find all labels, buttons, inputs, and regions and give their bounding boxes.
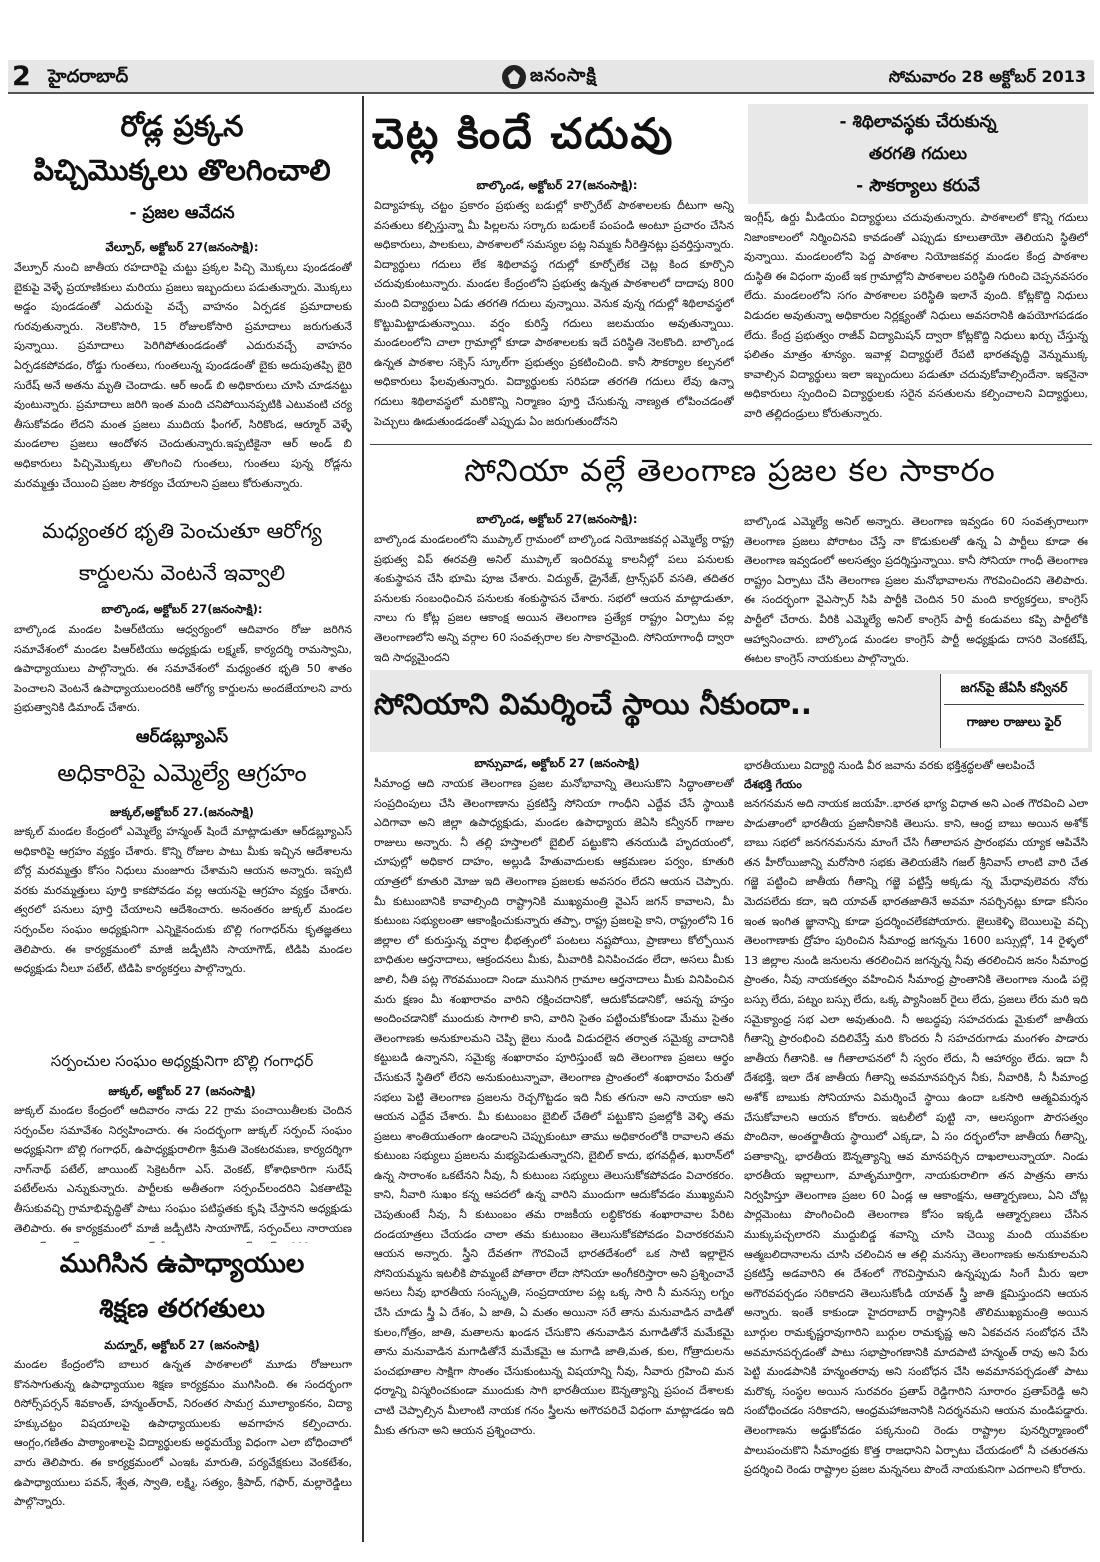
headline: అధికారిపై ఎమ్మెల్యే ఆగ్రహం: [57, 759, 307, 787]
headline: సోనియా వల్లే తెలంగాణ ప్రజల కల సాకారం: [464, 453, 996, 489]
article-body: వేల్పూర్‌ నుంచి జాతీయ రహదారిపై చుట్టు ప్రక్కల పిచ్చి మొక్కలు పుండడంతో బైకుపై వెళ్ళే ప్రయాణికులు మరియు ప్రజలు ఇబ్బందులు పడుతున్నారు. మొక్కలు అడ్డం పుండడంతో ఎదురుపై వచ్చే వాహనం ఏర్పడక ప్రమాదాలకు గురవుతున్నారు. నెలకొసారి, 15 రోజులకోసారి ప్రమాదాలు జరుగుతునే పున్నాయి. ప్రమాదాలు పెరిగిపోతుండడంతో ఎదురువచ్చే వాహనం ఏర్పడకపోవడం, రోడ్డు గుంతలు, గుంతలున్న పుండడంతో బైకు అదుపుతప్పి బైరి సురేష్‌ అనే అతను మృతి చెందాడు. ఆర్‌ అండ్‌ బి అధికారులు చూసి చూడనట్టు వుంటున్నారు. ప్రమాదాలు జరిగి ఇంత మంది చనిపోయినప్పటికి ఎటువంటి చర్య తీసుకోవడం లేదని మంత ప్రజలు ముదియ ఫీంగల్‌, సిరికొండ, ఆర్మూర్‌ వెళ్ళే మండలాల ప్రజలు ఆందోళన చెందుతున్నారు.ఇప్పటికైనా ఆర్‌ అండ్‌ బి అధికారులు పిచ్చిమొక్కలు తొలగించి గుంతలు, గుంతలు పున్న రోడ్లను మరమ్మత్తు చేయించి ప్రజల సౌకర్యం చేయాలని ప్రజలు కోరుతున్నారు.: [14, 261, 352, 490]
headline: సోనియాని విమర్శించే స్థాయి నీకుందా..: [374, 687, 812, 721]
section-divider: [370, 444, 1092, 445]
article-body: జుక్కల్‌ మండల కేంద్రంలో ఎమ్మెల్యే హన్మంత్‌ షిందే మాట్లాడుతూ ఆర్‌డబ్ల్యూఎస్‌ అధికారిపై ఆగ్రహం వ్యక్తం చేశారు. కొన్ని రోజుల పాటు మీకు ఇచ్చిన ఆదేశాలను బోర్ల మరమ్మత్తు కోసం నిధులు మంజూరు చేశామని ఆయన అన్నారు. ఇప్పటి వరకు మరమ్మత్తులు పూర్తి కాకపోవడం వల్ల ఆయనపై ఆగ్రహం వ్యక్తం చేశారు. త్వరలో పనులు పూర్తి చేయాలని ఆదేశించారు. అనంతరం జుక్కల్‌ మండల సర్పంచ్‌ల సంఘం అధ్యక్షునిగా ఎన్నికైనందుకు బొల్లి గంగాధర్‌ను కృతజ్ఞతలు తెలిపారు. ఈ కార్యక్రమంలో మాజీ జడ్పీటిసి సాయాగౌడ్‌, టిడిపి మండల అధ్యక్షుడు నీలూ పటేల్‌, టిడిపి కార్యకర్తలు పాల్గొన్నారు.: [14, 825, 352, 976]
newspaper-logo: [502, 63, 597, 91]
dateline: మద్నూర్‌, అక్టోబర్‌ 27 (జనంసాక్షి): [104, 1338, 260, 1352]
headline-line2: కార్డులను వెంటనే ఇవ్వాలి: [78, 561, 286, 585]
headline: చెట్ల కిందే చదువు: [372, 109, 675, 158]
highlight-line: - సౌకర్యాలు కరువే: [856, 176, 980, 196]
dateline: బాల్కొండ, అక్టోబర్‌ 27(జనంసాక్షి):: [476, 512, 638, 526]
article-body: బాల్కొండ మండల పిఆర్‌టియు ఆధ్వర్యంలో ఆదివారం రోజు జరిగిన సమావేశంలో మండల పిఆర్‌టియు అధ్యక్షుడు లక్ష్మణ్‌, కార్యదర్శి రామస్వామి, ఉపాధ్యాయులు పాల్గొన్నారు. ఈ సమావేశంలో మధ్యంతర భృతి 50 శాతం పెంచాలని వెంటనే ఉపాధ్యాయులందరికి ఆరోగ్య కార్డులను అందజేయాలని వారు ప్రభుత్వానికి డిమాండ్‌ చేశారు.: [14, 623, 352, 715]
dateline: బాన్సువాడ, అక్టోబర్‌ 27 (జనంసాక్షి): [474, 756, 640, 770]
logo-emblem-icon: [502, 65, 526, 89]
page-number: 2: [12, 61, 31, 92]
dateline: జుక్కల్‌,అక్టోబర్‌ 27.(జనంసాక్షి): [110, 805, 254, 819]
headline: మధ్యంతర భృతి పెంచుతూ ఆరోగ్య: [42, 519, 322, 543]
article-body-col1: విద్యాహక్కు చట్టం ప్రకారం ప్రభుత్వ బడుల్లో కార్పొరేట్‌ పాఠశాలలకు దీటుగా అన్ని వసతులు కల్పిస్తున్నా మీ పిల్లలను సర్కారు బడులకే పంపండి అంటూ ప్రచారం చేసిన అధికారులు, పాలకులు, పాఠశాలలో సమస్యల పట్ల నిమ్మకు నీరెత్తినట్లు ప్రవర్తిస్తున్నారు. విద్యార్థులు గదులు లేక శిథిలావస్థ గదుల్లో కూర్చోలేక చెట్ల కింద కూర్చొని చదువుకుంటున్నారు. మండల కేంద్రంలోని ప్రభుత్వ ఉన్నత పాఠశాలలో దాదాపు 800 మంది విద్యార్థులు ఏడు తరగతి గదులు వున్నాయి. వెనుక వున్న గదుల్లో శిథిలావస్థలో కొట్టుమిట్టాడుతున్నాయి. వర్షం కురిస్తే గదులు జలమయం అవుతున్నాయి. మండలంలోని చాలా గ్రామాల్లో కూడా పాఠశాలలకు ఇదే పరిస్థితి నెలకొంది. బాల్కొండ ఉన్నత పాఠశాల సక్సెస్‌ స్కూల్‌గా ప్రభుత్వం ప్రకటించింది. కానీ సౌకర్యాల కల్పనలో అధికారులు ఫేలవుతున్నారు. విద్యార్థులకు సరిపడా తరగతి గదులు లేవు ఉన్నా గదులు శిథిలావస్థలో మరికొన్ని నిర్మాణం పూర్తి చేసుకున్న నాణ్యత లోపించడంతో పెచ్చులు ఊడుతుండడంతో ఎప్పుడు ఏం జరుగుతుందోనని: [374, 199, 734, 428]
kicker: ఆర్‌డబ్ల్యూఎస్‌: [135, 727, 229, 747]
dateline: బాల్కొండ, అక్టోబర్‌ 27(జనంసాక్షి):: [476, 178, 638, 192]
highlight-line: - శిథిలావస్థకు చేరుకున్న: [839, 112, 997, 132]
dateline: బాల్కొండ, అక్టోబర్‌ 27(జనంసాక్షి):: [101, 602, 263, 616]
article-body: మండల కేంద్రంలోని బాలుర ఉన్నత పాఠశాలలో మూడు రోజులుగా కొనసాగుతున్న ఉపాధ్యాయుల శిక్షణ కార్యక్రమం ముగిసింది. ఈ సందర్భంగా రిసోర్స్‌పర్సన్‌ శివకాంత్‌, హన్మంత్‌రావ్‌, నిరంతర సామగ్ర మూల్యాంకనం, విద్యా హక్కుచట్టం విషయాలపై ఉపాధ్యాయులకు అవగాహన కల్పించారు. ఆంగ్లం,గణితం పాఠ్యాంశాలపై విద్యార్థులకు అర్థమయ్యే విధంగా ఎలా బోధించాలో వారు తెలిపారు. ఈ కార్యక్రమంలో ఎంఇఓ మారుతి, పర్యవేక్షకులు వెంకటేశం, ఉపాధ్యాయులు పవన్‌, శ్వేత, స్వాతి, లక్ష్మి, సత్యం, శ్రీపాద్‌, గఫార్‌, మల్లారెడ్డిలు పాల్గొన్నారు.: [14, 1358, 352, 1509]
article-body-col1: సీమాంధ్ర ఆది నాయక తెలంగాణ ప్రజల మనోభావాన్ని తెలుసుకొని సిద్ధాంతాలతో సంప్రదింపులు చేసి తెలంగాణాను ప్రకటిస్తే సోనియా గాంధీని ఎద్దేవ చేసే స్థాయికి ఎదిగావా అని జిల్లా ఉపాధ్యక్షుడు, మండల ఉపాధ్యాయ జెఏసి కన్వీనర్‌ గాజుల రాజులు అన్నారు. నీ తల్లి హస్తాలలో బైబిల్‌ పట్టుకొని తనయుడి హృదయంలో, చూపుల్లో అధికార దాహం, అల్లుడి హేతువాదులకు ఆక్రమణల పర్వం, కూతురి యాత్రలో కూతురి మోజు ఇది తెలంగాణ ప్రజలకు అవసరం లేదని ఆయన చెప్పారు. మీ కుటుంబానికి కావాల్సింది రాష్ట్రానికి ముఖ్యమంత్రి వైఎస్‌ జగన్‌ కావాలని, మీ కుటుంబ సభ్యులంతా ఆకాంక్షించుకున్నారు తప్పా, రాష్ట్ర ప్రజలపై కాని, రాష్ట్రంలోని 16 జిల్లాల లో కురుస్తున్న వర్షాల భీభత్సంలో పంటలు నష్టపోయి, ప్రాణాలు కోల్పోయిన బాధితుల ఆర్తనాదాలు, ఆక్రందనలు మీకు, మీవారికి వినిపించడం లేదా, అసలు మీకు జాలి, నీతి పట్ల గౌరవముందా నిండా మునిగిన గ్రామాల ఆర్తనాదాలు మీకు వినిపించిన మరు క్షణం మీ శంఖారావం వారిని రక్షించదానికో, ఆదుకోవడానికో, ఆపన్న హస్తం అందించడానికో ముందుకు సాగాలి కాని, వారిని సైతం పట్టించుకోకుండా మేము సైతం తెలంగాణకు అనుకూలమని చెప్పి జైలు నుండి విడుదలైన తర్వాత సమైక్య వాదానికి కట్టుబడి ఉన్నానని, సమైక్య శంఖారావం పూరిస్తుంటే ఇది తెలంగాణ ప్రజలు ఆర్థం చేసుకునే స్థితిలో లేరని అనుకుంటున్నావా, తెలంగాణ ప్రాంతంలో శంఖారావం పేరుతో సభలు పెట్టి తెలంగాణ ప్రజలను రెచ్చగొట్టడం ఇది నీకు తగునా అని నాయకా అని ఆయన ఎద్దేవ చేశారు. మీ కుటుంబం బైబిల్‌ చేతిలో పట్టుకొని ప్రజల్లోకి వెళ్ళి తమ ప్రజలు శాంతియుతంగా ఉండాలని చెప్పుకుంటూ తాము అధికారంలోకి రావాలని తమ కుటుంబ సభ్యులు ప్రజలను మభ్యపెడుతున్నారని, బైబిల్‌ కాదు, భగవద్గీత, ఖురాన్‌లో ఉన్న సారాంశం ఒకటేనని నీవు, నీ కుటుంబ సభ్యులు తెలుసుకోకపోవడం విచారకరం. కాని, నీవారి సుఖం కన్న ఆపదలో ఉన్న వారిని ముందుగా ఆదుకోవడం ముఖ్యమని చెపుతుంటే నీవు, నీ కుటుంబం తమ రాజకీయ లబ్ధికొరకు శంఖారావాల పేరిట దండయాత్రలు చేయడం చాలా తమ కుటుంబం తెలుసుకోకపోవడం విచారకరమని ఆయన అన్నారు. స్త్రీని దేవతగా గౌరవించే భారతదేశంలో ఒక సాటి ఇల్లాలైన సోనియమ్మను ఇటలీకి పొమ్మంటే పోతారా లేదా సోనియా అంగీకరిస్తారా అని ప్రశ్నించావే అసలు నీవు భారతీయ సంస్కృతి, సంప్రదాయాల పట్ల ఒక్క సారి నీ మనస్సు లగ్నం చేసి చూడు స్త్రీ ఏ దేశం, ఏ జాతి, ఏ మతం అయినా సరే తాను మనువాడిన వాడితో కులం,గోత్రం, జాతి, మతాలను ఖండన చేసుకొని తనువాడిన మగాడితోనే మమేకమై తాను మనువాడిన మగాడితోనే మమేకమై ఆ మగాడి జాతి,మత, కుల, గోత్రాదులను పంచభూతాల సాక్షిగా సొంతం చేసుకుంటున్న విషయాన్ని నీవు, నీవారు గ్రహించి మన ధర్మాన్ని విస్మరించకుండా ముందుకు సాగి భారతీయుల ఔన్నత్యాన్ని ప్రపంచ దేశాలకు చాటి చెప్పాల్సిన మీలాంటి నాయక గనం స్త్రీలను అగౌరపరిచే విధంగా మాట్లాడడం ఇది మీకు తగునా అని ఆయన ప్రశ్నించారు.: [374, 777, 734, 1437]
subheading: - ప్రజల ఆవేదన: [129, 203, 235, 223]
article-body: జుక్కల్‌ మండల కేంద్రంలో ఆదివారం నాడు 22 గ్రామ పంచాయితీలకు చెందిన సర్పంచ్‌ల సమావేశం నిర్వహించారు. ఈ సందర్భంగా జుక్కల్‌ సర్పంచ్‌ సంఘం అధ్యక్షునిగా బొల్లి గంగాధర్‌, ఉపాధ్యక్షురాలిగా శ్రీమతి వెంకటరమణ, కార్యదర్శిగా నాగ్‌నాథ్‌ పటేల్‌, జాయింట్‌ సెక్రెటరీగా ఎస్‌. వెంకట్‌, కోశాధికారిగా సురేష్‌ పటేల్‌లను ఎన్నుకున్నారు. పార్టీలకు అతీతంగా సర్పంచ్‌లందరిని ఏకతాటిపై తీసుకువచ్చి గ్రామాభివృద్ధితో పాటు సంఘం పటిష్ఠతకు కృషి చేస్తానని అధ్యక్షుడు తెలిపారు. ఈ కార్యక్రమంలో మాజీ జడ్పీటిసి సాయాగౌడ్‌, సర్పంచ్‌లు నారాయణ: [14, 1104, 352, 1235]
column-divider: [362, 96, 364, 1542]
article-body-col2-intro: భారతీయులు విద్యార్థి నుండి వీర జవాను వరకు భక్తిశ్రద్ధలతో ఆలపించే: [744, 759, 1035, 772]
dateline: జుక్కల్‌, అక్టోబర్‌ 27 (జనంసాక్షి): [108, 1084, 256, 1098]
article-body-col2: ఇంగ్లీష్‌, ఉర్దు మీడియం విద్యార్థులు చదువుతున్నారు. పాఠశాలలో కొన్ని గదులు నిజాంకాలంలో నిర్మించినవి కావడంతో ఎప్పుడు కూలుతాయో తెలియని స్థితిలో వున్నాయి. మండలంలోని పెద్ద పాఠశాల నియోజకవర్గ మండల కేంద్ర పాఠశాల దుస్థితి ఈ విధంగా వుంటే ఇక గ్రామాల్లోని పాఠశాలల పరిస్థితి గురించి చెప్పనవసరం లేదు. మండలంలోని సగం పాఠశాలల పరిస్థితి ఇలానే వుంది. కోట్లకొద్ది నిధులు విడుదల అవుతున్నా అధికారుల నిర్లక్ష్యంతో నిధులు అవసరానికి ఉపయోగపడడం లేదు. కేంద్ర ప్రభుత్వం రాజీవ్‌ విద్యామిషన్‌ ద్వారా కోట్లకొద్ది నిధులు ఖర్చు చేస్తున్న ఫలితం మాత్రం శూన్యం. ఇవాళ్ల విద్యార్థులే రేపటి భారతవృద్ధి వెన్నుముక్క కావాల్సిన విద్యార్థులు ఇలా ఇబ్బందులు పడుతూ చదువుకోవాల్సిందేనా. ఇకనైనా అధికారులు స్పందించి విద్యార్థులకు సరైన వసతులను కల్పించాలని విద్యార్థులు, వారి తల్లిదండ్రులు కోరుతున్నారు.: [744, 211, 1088, 420]
side-box-line: జగన్‌పై జేఏసీ కన్వీనర్‌: [960, 680, 1068, 695]
edition-city: హైదరాబాద్: [48, 66, 129, 87]
article-body-col2: జనగనమన అది నాయక జయహే..భారత భాగ్య విధాత అని ఎంత గౌరవించి ఎలా పాడుతాంలో భారతీయ ప్రజానీకానికి తెలుసు. కాని, ఆంధ్ర బాబు అయిన అశోక్‌ బాబు సభలో జనగనమనను మాంగే చేసి గీతాలాపన ప్రారంభమ య్యాక ఆపివేసి తన హీరోయిజాన్ని మరోసారి సభకు తెలియజేసి గజల్‌ శ్రీనివాస్‌ లాంటి వారి చేత గజ్జె పట్టించి జాతీయ గీతాన్ని గజ్జె పట్టిస్తే అక్కడు న్న మేధావులెవరు నోరు మెదపలేదు కదా, ఇది యావత్‌ భారతజాతినే అవమా నపర్చినట్లు కూడా కనీసం ఇంత ఇంగిత జ్ఞానాన్ని కూడా ప్రదర్శించలేకపోయారు. జైలుకెళ్ళి బెయిలుపై వచ్చి తెలంగాణాకు ద్రోహం పురించిన సీమాంధ్ర జగన్నను 1600 బస్సుల్లో, 14 రైళ్ళలో 13 జిల్లాల నుండి జనులను తరలించిన జగన్నన్న నీవు తరలించిన జనం సీమాంధ్ర ప్రాంతం, నీవు నాయకత్వం వహించిన సీమాంధ్ర ప్రాంతానికి తెలంగాణ నుండి పల్లె బస్సు లేదు, పట్నం బస్సు లేదు, ఒక్క ప్యాసింజర్‌ రైలు లేదు, ప్రజలు లేరు మరి ఇది సమైక్యాంధ్ర సభ ఎలా అవుతుంది. నీ అబద్ధపు సహచరుడు మైకులో జాతీయ గీతాన్ని ప్రారంభించి వదిలివేస్తే మరి కొందరు నీ సహచరుగాడు మంగళం పాడారు జాతీయ గీతానికి. ఆ గీతాలాపనలో నీ స్వరం లేదు, నీ ఆహార్యం లేదు. ఇదా నీ దేశభక్తి, ఇలా దేశ జాతీయ గీతాన్ని అవమానపర్చిన నీకు, నీవారికి, నీ సీమాంధ్ర అశోక్‌ బాబుకు సోనియాను విమర్శించే స్థాయి ఉందా ఒకసారి ఆత్మవిమర్శన చేసుకోవాలని ఆయన కోరారు. ఇటలీలో పుట్టి నా, ఆలస్యంగా పౌరసత్వం పొందినా, అంతర్జాతీయ స్థాయిలో ఎక్కడా, ఏ సం దర్భంలోనా జాతీయ గీతాన్ని, పతాకాన్ని, భారతీయ ఔన్నత్యాన్ని ఆవ మానపర్చిన దాఖలాలున్నాయా. నిండు భారతీయ ఇల్లాలుగా, మాతృమూర్తిగా, నాయకురాలిగా తన పాత్రను తాను నిర్వహిస్తూ తెలంగాణ ప్రజల 60 ఏండ్ల ఆ ఆకాంక్షను, ఆత్మార్పణలు, ఏని చోట్ల పార్లమెంటు పొంగించింది తెలంగాణ కోసం ఇక్కడి ఆత్మార్పణలు చేసిన ముక్కుపచ్చలారని ముద్దుబిడ్డ శవాన్ని చూసి చెయ్యి మంది యువకుల ఆత్మబలిదానాలను చూసి చలించిన ఆ తల్లి మనస్సు తెలంగాణకు అనుకూలమని ప్రకటిస్తే అడవారిని ఈ దేశంలో గౌరవిస్తామని ఉన్నప్పుడు సింగే మీరు ఇలా అగౌరవపర్చడం సరికాదని తెలుసుకోండి యావత్‌ స్త్రీ జాతి క్షమిస్తుందని ఆయన అన్నారు. ఇంతే కాకుండా హైదరాబాద్‌ రాష్ట్రానికి తొలిముఖ్యమంత్రి అయిన బూర్గుల రామకృష్ణరావుగారిని బుర్గుల రామకృష్ణ అని ఏకవచన సంబోధన చేసి అవమానపర్చడంతో పాటు సభాప్రాంగణానికి మాదపాటి హన్మంత్‌ రావు అని పేరు పెట్టి మండపానికి హన్మంతరావు అని సంబోధన చేసి అవమానపర్చడంతో పాటు మరొక్క సంస్థల అయిన సురవరం ప్రతాప్‌ రెడ్డిగారిని సూరారం ప్రతాప్‌రెడ్డి అని సంబోధించడం సరికాదని, ఆంధ్రమహాజనానికి నిదర్శనమని ఆయన మండిపడ్డారు. తెలంగాణను అడ్డుకోవడం పక్కనుంచి రెండు రాష్ట్రాల పునర్నిర్మాణంలో పాలుపంచుకొని సీమాంధ్రకు కొత్త రాజధానిని ఏర్పాటు చేయడంలో నీ చతురతను ప్రదర్శించి రెండు రాష్ట్రాల ప్రజల మన్ననలు పొందే నాయకునిగా ఎదగాలని కోరారు.: [744, 797, 1088, 1477]
article-body-col2: బాల్కొండ ఎమ్మెల్యే అనిల్‌ అన్నారు. తెలంగాణ ఇవ్వడం 60 సంవత్సరాలుగా తెలంగాణ ప్రజలు పోరాటం చేస్తే నా కొడుకులతో ఉన్న ఏ పార్టీలు కూడా ఈ తెలంగాణ ఇవ్వడంలో అలసత్వం ప్రదర్శిస్తున్నాయి. కానీ సోనియా గాంధీ తెలంగాణ రాష్ట్రం ఏర్పాటు చేసి తెలంగాణ ప్రజల మనోభావాలను గౌరవించిందని తెలిపారు. ఈ సందర్భంగా వైఎస్సార్‌ సిపి పార్టీకి చెందిన 50 మంది కార్యకర్తలు, కాంగ్రెస్‌ పార్టీలో చేరారు. వీరికి ఎమ్మెల్యే అనిల్‌ కాంగ్రెస్‌ పార్టీ కండువలు కప్పి పార్టీలోకి ఆహ్వానించారు. బాల్కొండ మండల కాంగ్రెస్‌ పార్టీ అధ్యక్షుడు దాసరి వెంకటేష్‌, ఈటల కాంగ్రెస్‌ నాయకులు పాల్గొన్నారు.: [744, 515, 1088, 666]
side-box-line: గాజుల రాజులు ఫైర్‌: [966, 714, 1062, 729]
headline-line2: పిచ్చిమొక్కలు తొలగించాలి: [33, 153, 331, 187]
article-body-col1: బాల్కొండ మండలంలోని ముప్కాల్‌ గ్రామంలో బాల్కొండ నియోజకవర్గ ఎమ్మెల్యే రాష్ట్ర ప్రభుత్వ విప్‌ ఈరవత్రి అనిల్‌ ముప్కాల్‌ ఇందిరమ్మ కాలనీల్లో పలు పనులకు శంకుస్థాపన చేసి భూమి పూజ చేశారు. విద్యుత్‌, డ్రైనేజ్‌, ట్రాన్స్‌ఫర్‌ వసతి, తదితర పనులకు సంబంధించిన పనులకు శంకుస్థాపన చేశారు. సభలో ఆయన మాట్లాడుతూ, నాలు గు కోట్ల ప్రజల ఆకాంక్ష అయిన తెలంగాణ ప్రత్యేక రాష్ట్రం ఏర్పాటు వల్ల తెలంగాణలోని అన్ని వర్గాల 60 సంవత్సరాల కల సాకారమైంది. సోనియాగాంధీ ద్వారా ఇది సాధ్యమైందని: [374, 533, 734, 664]
article-subheading: దేశభక్తి గేయం: [744, 778, 802, 791]
side-box-rule: [944, 704, 1084, 705]
newspaper-name: జనంసాక్షి: [530, 64, 597, 86]
headline: సర్పంచుల సంఘం అధ్యక్షునిగా బొల్లి గంగాధర్‌: [50, 1052, 314, 1070]
headline: రోడ్ల ప్రక్కన: [120, 109, 244, 143]
issue-date: సోమవారం 28 అక్టోబర్ 2013: [888, 67, 1086, 86]
headline: ముగిసిన ఉపాధ్యాయుల: [59, 1249, 305, 1279]
page-header: [8, 60, 1094, 94]
dateline: వేల్పూర్‌, అక్టోబర్‌ 27(జనంసాక్షి):: [105, 240, 259, 254]
headline-line2: శిక్షణ తరగతులు: [99, 1294, 265, 1324]
highlight-line: తరగతి గదులు: [868, 144, 968, 164]
